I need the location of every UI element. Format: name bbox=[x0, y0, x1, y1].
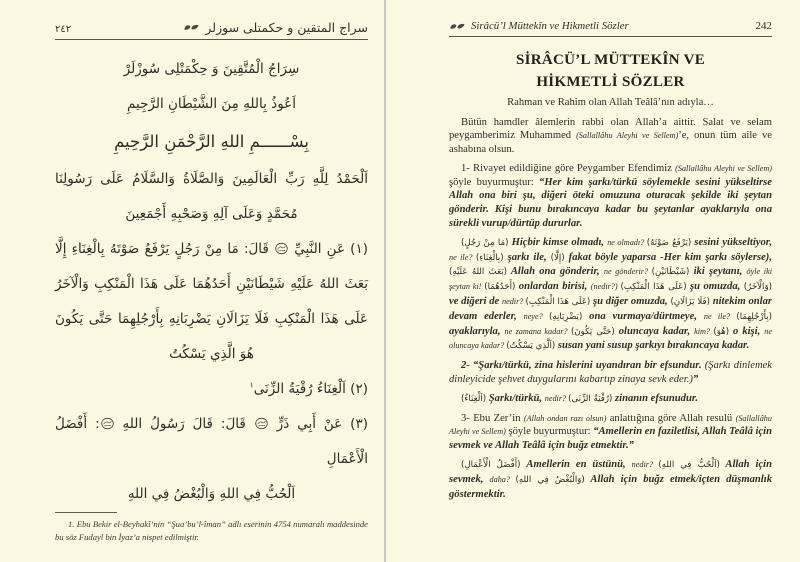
text-run: “Amellerin en faziletlisi, Allah Teâlâ için sevmek ve Allah Teâlâ için buğz etmektir.” bbox=[449, 426, 772, 452]
honorific-seal-icon bbox=[254, 416, 269, 432]
text-run: (Sallallâhu Aleyhi ve Sellem) bbox=[576, 131, 679, 141]
arabic-text-run: اَلْحُبُّ فِي اللهِ وَالْبُغْضُ فِي اللهِ bbox=[127, 486, 296, 502]
text-run: nitekim onlar devam ederler, bbox=[449, 296, 772, 322]
arabic-text-run: : أَفْضَلُ الْأَعْمَالِ bbox=[55, 416, 368, 467]
text-run: ve diğeri de bbox=[449, 296, 502, 308]
arabic-line bbox=[55, 372, 368, 407]
text-run: ona vurmaya/dürtmeye, bbox=[582, 310, 704, 322]
paragraph bbox=[449, 359, 772, 387]
text-run: ne oluncaya kadar? bbox=[449, 326, 772, 351]
arabic-text-run: (عَلَى هَذَا الْمَنْكِبِ) bbox=[525, 297, 591, 308]
fleuron-icon bbox=[183, 23, 200, 32]
arabic-line bbox=[55, 477, 368, 512]
paragraph bbox=[449, 236, 772, 354]
arabic-text-run: (هُوَ) bbox=[713, 326, 730, 337]
arabic-text-run: (أَفْضَلُ الْأَعْمَالِ) bbox=[461, 460, 521, 471]
text-run: anlattığına göre Allah resulü bbox=[606, 412, 736, 424]
arabic-text-run: (يَضْرِبَانِهِ) bbox=[549, 311, 583, 322]
arabic-text-run: (٣) عَنْ أَبِي ذَرٍّ bbox=[268, 416, 368, 432]
right-page-number: 242 bbox=[755, 20, 772, 32]
arabic-text-block bbox=[55, 52, 368, 512]
text-run: ne ile? bbox=[449, 252, 476, 262]
text-run: ” bbox=[692, 374, 699, 386]
arabic-line bbox=[55, 407, 368, 477]
text-run: ne gönderir? bbox=[603, 267, 652, 277]
arabic-text-run: هُوَ الَّذِي يَسْكُتُ bbox=[169, 346, 254, 362]
footnote-block bbox=[55, 512, 368, 545]
right-page-header bbox=[449, 20, 772, 37]
text-run: nedir? bbox=[631, 460, 659, 470]
text-run: Hiçbir kimse olmadı, bbox=[508, 236, 608, 248]
paragraph bbox=[449, 458, 772, 501]
arabic-text-run: (وَالْبُغْضُ فِي اللهِ) bbox=[515, 474, 585, 485]
arabic-text-run: (بِالْغِنَاءِ) bbox=[475, 252, 504, 263]
text-run: ne ile? bbox=[703, 311, 737, 321]
text-run: ’e, onun tüm aile ve ashabına olsun. bbox=[449, 130, 772, 156]
arabic-line bbox=[55, 122, 368, 162]
arabic-text-run: (٢) اَلْغِنَاءُ رُقْيَةُ الزِّنَى bbox=[253, 381, 368, 397]
text-run: susan yani susup şarkıyı bırakıncaya kadar. bbox=[555, 340, 750, 352]
right-running-title bbox=[449, 20, 629, 32]
arabic-line bbox=[55, 232, 368, 267]
footnote-rule bbox=[55, 512, 117, 513]
left-running-title-text: سراج المتقين و حكمتلى سوزلر bbox=[205, 20, 368, 35]
arabic-text-run: (رُقْيَةُ الزِّنَى) bbox=[568, 393, 613, 404]
arabic-text-run: قَالَ: قَالَ رَسُولُ اللهِ bbox=[114, 416, 254, 432]
arabic-text-run: اَعُوذُ بِاللهِ مِنَ الشَّيْطَانِ الرَّجِيمِ bbox=[127, 96, 296, 112]
text-run: Allah için sevmek, bbox=[449, 459, 772, 485]
body-text-block bbox=[449, 116, 772, 502]
arabic-line bbox=[55, 197, 368, 232]
footnote-text: 1. Ebu Bekir el-Beyhakî’nin “Şua’bu’l-îman” adlı eserinin 4754 numaralı maddesinde bu söz Fudayl bin İyaz’a nispet edilmiştir. bbox=[55, 519, 368, 543]
arabic-text-run: (وَالْآخَرُ) bbox=[743, 282, 772, 293]
text-run: (Sallallâhu Aleyhi ve Sellem) bbox=[675, 163, 772, 173]
arabic-text-run: (عَلَى هَذَا الْمَنْكِبِ) bbox=[620, 282, 687, 293]
left-page-number: ٢٤٢ bbox=[55, 24, 72, 35]
arabic-text-run: (إِلَّا) bbox=[550, 252, 565, 263]
arabic-text-run: بِسْــــــمِ اللهِ الرَّحْمَنِ الرَّحِيمِ bbox=[114, 132, 309, 151]
text-run: şarkı ile, bbox=[503, 251, 551, 263]
arabic-line bbox=[55, 87, 368, 122]
text-run: o kişi, bbox=[729, 325, 765, 337]
text-run: şu diğer omuzda, bbox=[590, 296, 671, 308]
arabic-text-run: (بَعَثَ اللهُ عَلَيْهِ) bbox=[449, 267, 507, 278]
text-run: (nedir?) bbox=[590, 282, 621, 292]
text-run: “Her kim şarkı/türkü söylemekle sesini yükseltirse Allah ona biri şu, diğeri öteki omuzuna oturacak şekilde iki şeytan gönderir. Kişi bunu bırakıncaya kadar bu şeytanlar ayaklarıyla ona sürekli vurup/dürtüp dururlar. bbox=[449, 176, 772, 230]
text-run: şu omuzda, bbox=[686, 281, 744, 293]
text-run: (Şarkı dinlemek dinleyicide şehvet duygularını kabartıp zinaya sevk eder.) bbox=[449, 360, 772, 386]
arabic-text-run: (بِأَرْجُلِهِمَا) bbox=[736, 311, 772, 322]
text-run: ne olmadı? bbox=[607, 237, 647, 247]
text-run: iki şeytanı, bbox=[689, 266, 747, 278]
arabic-text-run: (١) عَنِ النَّبِيِّ bbox=[289, 241, 368, 257]
text-run: 1- Rivayet edildiğine göre Peygamber Efendimiz bbox=[461, 162, 676, 174]
text-run: ne zamana kadar? bbox=[504, 326, 571, 336]
paragraph bbox=[449, 116, 772, 157]
paragraph bbox=[449, 392, 772, 407]
arabic-text-run: مُحَمَّدٍ وَعَلَى آلِهِ وَصَحْبِهِ أَجْمَعِينَ bbox=[125, 206, 298, 222]
text-run: Bütün hamdler âlemlerin rabbi olan Allah’a aittir. Salat ve selam peygamberimiz Muhammed bbox=[449, 116, 772, 142]
text-run: Allah için buğz etmek/içten düşmanlık göstermektir. bbox=[449, 473, 772, 500]
arabic-line bbox=[55, 267, 368, 302]
text-run: ayaklarıyla, bbox=[449, 325, 505, 337]
left-running-title bbox=[183, 20, 368, 35]
text-run: (Allah ondan razı olsun) bbox=[523, 413, 607, 423]
text-run: öyle iki şeytan ki! bbox=[449, 267, 772, 292]
arabic-text-run: سِرَاجُ الْمُتَّقِينَ وَ حِكْمَتْلِى سُوزْلَرْ bbox=[123, 61, 300, 77]
text-run: daha? bbox=[489, 474, 516, 484]
text-run: (Sallallâhu Aleyhi ve Sellem) bbox=[449, 413, 772, 437]
arabic-text-run: اَلْحَمْدُ لِلَّهِ رَبِّ الْعَالَمِينَ وَالصَّلَاةُ وَالسَّلَامُ عَلَى رَسُولِنَا bbox=[55, 171, 368, 187]
arabic-text-run: قَالَ: مَا مِنْ رَجُلٍ يَرْفَعُ صَوْتَهُ بِالْغِنَاءِ إِلَّا bbox=[55, 241, 275, 257]
text-run: Allah ona gönderir, bbox=[506, 266, 604, 278]
text-run: zinanın efsunudur. bbox=[612, 392, 699, 404]
text-run: 3- Ebu Zer’in bbox=[461, 412, 524, 424]
text-run: onlardan birisi, bbox=[515, 281, 591, 293]
arabic-line bbox=[55, 52, 368, 87]
arabic-text-run: (مَا مِنْ رَجُلٍ) bbox=[461, 237, 509, 248]
text-run: neye? bbox=[523, 311, 549, 321]
page-title-line-2: HİKMETLİ SÖZLER bbox=[536, 73, 685, 90]
arabic-text-run: (شَيْطَانَيْنِ) bbox=[651, 267, 690, 278]
paragraph bbox=[449, 162, 772, 231]
honorific-seal-icon bbox=[100, 416, 115, 432]
text-run: kim? bbox=[694, 326, 714, 336]
text-run: 2- “Şarkı/türkü, zina hislerini uyandıran bir efsundur. bbox=[461, 360, 705, 372]
text-run: sesini yükseltiyor, bbox=[691, 236, 772, 248]
text-run: nedir? bbox=[544, 393, 569, 403]
text-run: fakat böyle yaparsa -Her kim şarkı söylerse), bbox=[564, 251, 772, 263]
page-title bbox=[449, 50, 772, 94]
arabic-text-run: (حَتَّى يَكُونَ) bbox=[571, 326, 615, 337]
right-running-title-text: Sirâcü’l Müttekîn ve Hikmetli Sözler bbox=[471, 20, 629, 32]
text-run: oluncaya kadar, bbox=[614, 325, 695, 337]
arabic-text-run: (اَلْحُبُّ فِي اللهِ) bbox=[658, 460, 720, 471]
page-left bbox=[0, 0, 385, 562]
left-page-header bbox=[55, 20, 368, 40]
bismillah-subtitle: Rahman ve Rahim olan Allah Teâlâ’nın adıyla… bbox=[507, 96, 714, 108]
arabic-text-run: عَلَى هَذَا الْمَنْكِبِ فَلَا يَزَالَانِ يَضْرِبَانِهِ بِأَرْجُلِهِمَا حَتَّى يَكُونَ bbox=[55, 311, 368, 327]
text-run: Amellerin en üstünü, bbox=[520, 459, 632, 471]
text-run: şöyle buyurmuştur: bbox=[449, 176, 540, 188]
page-title-line-1: SİRÂCÜ’L MÜTTEKÎN VE bbox=[515, 52, 706, 68]
paragraph bbox=[449, 412, 772, 453]
arabic-text-run: (اَلَّذِي يَسْكُتُ) bbox=[506, 341, 556, 352]
footnote-marker: ١ bbox=[249, 380, 254, 390]
arabic-text-run: (يَرْفَعُ صَوْتَهُ) bbox=[646, 237, 692, 248]
arabic-line bbox=[55, 162, 368, 197]
page-right bbox=[385, 0, 800, 562]
page-gutter-divider bbox=[384, 0, 386, 562]
honorific-seal-icon bbox=[274, 241, 289, 257]
arabic-text-run: بَعَثَ اللهُ عَلَيْهِ شَيْطَانَيْنِ أَحَدُهُمَا عَلَى هَذَا الْمَنْكِبِ وَالْآخَرُ bbox=[55, 276, 368, 292]
arabic-text-run: (اَلْغِنَاءُ) bbox=[461, 393, 487, 404]
text-run: nedir? bbox=[501, 297, 526, 307]
arabic-line bbox=[55, 337, 368, 372]
fleuron-icon bbox=[449, 22, 466, 31]
text-run: Şarkı/türkü, bbox=[486, 392, 545, 404]
arabic-text-run: (أَحَدُهُمَا) bbox=[484, 282, 516, 293]
arabic-line bbox=[55, 302, 368, 337]
text-run: şöyle buyurmuştur: bbox=[505, 426, 594, 438]
arabic-text-run: (فَلَا يَزَالَانِ) bbox=[670, 297, 710, 308]
